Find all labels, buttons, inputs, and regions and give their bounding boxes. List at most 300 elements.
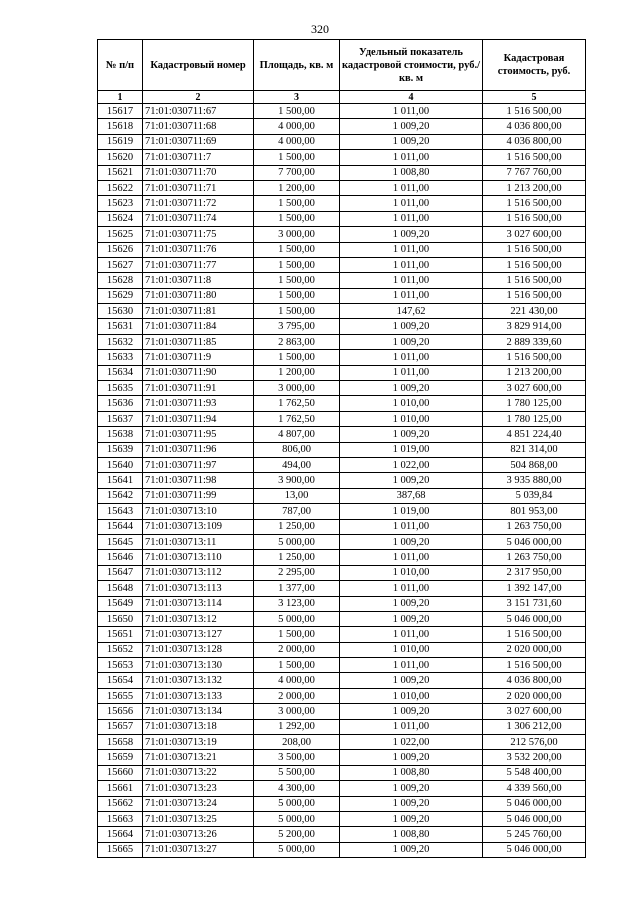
cell-cadastral-cost: 504 868,00 <box>483 457 586 472</box>
cell-index: 15625 <box>98 227 143 242</box>
cell-cadastral-number: 71:01:030711:70 <box>143 165 254 180</box>
cell-cadastral-cost: 821 314,00 <box>483 442 586 457</box>
cell-index: 15664 <box>98 827 143 842</box>
cell-cadastral-cost: 7 767 760,00 <box>483 165 586 180</box>
cell-area: 3 000,00 <box>254 227 340 242</box>
cell-cadastral-number: 71:01:030711:93 <box>143 396 254 411</box>
cell-index: 15643 <box>98 504 143 519</box>
cell-cadastral-cost: 1 780 125,00 <box>483 396 586 411</box>
cell-cadastral-number: 71:01:030713:127 <box>143 627 254 642</box>
table-row <box>98 827 586 842</box>
cell-index: 15623 <box>98 196 143 211</box>
cell-unit-value: 1 008,80 <box>340 165 483 180</box>
header-index: № п/п <box>98 40 143 91</box>
header-area: Площадь, кв. м <box>254 40 340 91</box>
table-row <box>98 534 586 549</box>
cell-cadastral-number: 71:01:030711:94 <box>143 411 254 426</box>
table-row <box>98 627 586 642</box>
cell-unit-value: 1 011,00 <box>340 350 483 365</box>
table-row <box>98 411 586 426</box>
cell-cadastral-number: 71:01:030711:69 <box>143 134 254 149</box>
table-row <box>98 781 586 796</box>
cell-unit-value: 1 011,00 <box>340 180 483 195</box>
cell-area: 2 000,00 <box>254 642 340 657</box>
cell-index: 15629 <box>98 288 143 303</box>
cell-index: 15631 <box>98 319 143 334</box>
cell-area: 3 900,00 <box>254 473 340 488</box>
cell-unit-value: 1 009,20 <box>340 704 483 719</box>
cell-cadastral-number: 71:01:030711:74 <box>143 211 254 226</box>
cell-area: 1 500,00 <box>254 273 340 288</box>
cell-index: 15637 <box>98 411 143 426</box>
column-number: 2 <box>143 91 254 104</box>
cell-area: 1 250,00 <box>254 550 340 565</box>
cell-cadastral-number: 71:01:030713:26 <box>143 827 254 842</box>
cell-index: 15661 <box>98 781 143 796</box>
cell-index: 15622 <box>98 180 143 195</box>
cell-index: 15651 <box>98 627 143 642</box>
cell-unit-value: 1 019,00 <box>340 442 483 457</box>
table-row <box>98 550 586 565</box>
table-row <box>98 796 586 811</box>
table-row <box>98 396 586 411</box>
cell-area: 1 500,00 <box>254 627 340 642</box>
cell-cadastral-number: 71:01:030711:71 <box>143 180 254 195</box>
cell-cadastral-number: 71:01:030711:72 <box>143 196 254 211</box>
table-row <box>98 242 586 257</box>
cell-index: 15650 <box>98 611 143 626</box>
cell-cadastral-cost: 1 516 500,00 <box>483 242 586 257</box>
table-row <box>98 381 586 396</box>
cell-cadastral-number: 71:01:030711:95 <box>143 427 254 442</box>
cell-cadastral-cost: 3 935 880,00 <box>483 473 586 488</box>
cell-index: 15642 <box>98 488 143 503</box>
cell-area: 1 500,00 <box>254 350 340 365</box>
table-row <box>98 504 586 519</box>
cell-index: 15619 <box>98 134 143 149</box>
table-row <box>98 304 586 319</box>
table-row <box>98 842 586 857</box>
cell-cadastral-number: 71:01:030713:12 <box>143 611 254 626</box>
table-row <box>98 427 586 442</box>
cell-cadastral-number: 71:01:030711:85 <box>143 334 254 349</box>
cell-area: 1 500,00 <box>254 304 340 319</box>
table-row <box>98 811 586 826</box>
cell-unit-value: 1 011,00 <box>340 550 483 565</box>
cell-cadastral-cost: 1 392 147,00 <box>483 581 586 596</box>
cell-area: 2 863,00 <box>254 334 340 349</box>
table-row <box>98 119 586 134</box>
cell-cadastral-cost: 1 516 500,00 <box>483 350 586 365</box>
cell-area: 2 000,00 <box>254 688 340 703</box>
cell-index: 15630 <box>98 304 143 319</box>
cell-cadastral-number: 71:01:030711:7 <box>143 150 254 165</box>
cell-area: 5 000,00 <box>254 534 340 549</box>
table-row <box>98 611 586 626</box>
cell-unit-value: 1 011,00 <box>340 211 483 226</box>
cell-cadastral-number: 71:01:030713:130 <box>143 658 254 673</box>
cell-index: 15665 <box>98 842 143 857</box>
cell-cadastral-cost: 1 516 500,00 <box>483 196 586 211</box>
header-cadastral-cost: Кадастровая стоимость, руб. <box>483 40 586 91</box>
cell-cadastral-cost: 1 213 200,00 <box>483 365 586 380</box>
cell-unit-value: 147,62 <box>340 304 483 319</box>
cell-index: 15649 <box>98 596 143 611</box>
cell-unit-value: 387,68 <box>340 488 483 503</box>
cell-unit-value: 1 011,00 <box>340 150 483 165</box>
cell-cadastral-number: 71:01:030711:76 <box>143 242 254 257</box>
cell-cadastral-cost: 3 532 200,00 <box>483 750 586 765</box>
cell-area: 3 123,00 <box>254 596 340 611</box>
cell-cadastral-cost: 4 339 560,00 <box>483 781 586 796</box>
cell-unit-value: 1 008,80 <box>340 827 483 842</box>
table-row <box>98 519 586 534</box>
cell-area: 3 795,00 <box>254 319 340 334</box>
cell-index: 15647 <box>98 565 143 580</box>
table-row <box>98 457 586 472</box>
cell-unit-value: 1 011,00 <box>340 242 483 257</box>
cell-area: 208,00 <box>254 735 340 750</box>
cell-area: 4 000,00 <box>254 673 340 688</box>
cell-cadastral-cost: 5 548 400,00 <box>483 765 586 780</box>
cell-index: 15652 <box>98 642 143 657</box>
cell-cadastral-cost: 5 245 760,00 <box>483 827 586 842</box>
cell-cadastral-number: 71:01:030711:90 <box>143 365 254 380</box>
cell-cadastral-cost: 1 516 500,00 <box>483 273 586 288</box>
cell-unit-value: 1 009,20 <box>340 473 483 488</box>
table-row <box>98 211 586 226</box>
cell-cadastral-cost: 5 046 000,00 <box>483 611 586 626</box>
cell-cadastral-cost: 1 516 500,00 <box>483 288 586 303</box>
cell-cadastral-cost: 1 213 200,00 <box>483 180 586 195</box>
cell-area: 1 200,00 <box>254 180 340 195</box>
cell-index: 15644 <box>98 519 143 534</box>
table-row <box>98 257 586 272</box>
table-row <box>98 719 586 734</box>
table-body <box>98 104 586 858</box>
table-row <box>98 642 586 657</box>
cell-cadastral-number: 71:01:030711:81 <box>143 304 254 319</box>
cell-cadastral-cost: 3 027 600,00 <box>483 227 586 242</box>
cell-area: 5 500,00 <box>254 765 340 780</box>
cell-area: 1 500,00 <box>254 242 340 257</box>
column-number-row <box>98 91 586 104</box>
table-row <box>98 288 586 303</box>
cell-area: 4 807,00 <box>254 427 340 442</box>
header-cadastral-number: Кадастровый номер <box>143 40 254 91</box>
cell-index: 15663 <box>98 811 143 826</box>
cell-index: 15645 <box>98 534 143 549</box>
cell-cadastral-cost: 1 516 500,00 <box>483 658 586 673</box>
cell-cadastral-number: 71:01:030713:113 <box>143 581 254 596</box>
table-row <box>98 350 586 365</box>
cell-unit-value: 1 011,00 <box>340 257 483 272</box>
cell-cadastral-cost: 1 516 500,00 <box>483 211 586 226</box>
table-row <box>98 473 586 488</box>
cell-cadastral-number: 71:01:030713:132 <box>143 673 254 688</box>
cell-cadastral-cost: 3 027 600,00 <box>483 381 586 396</box>
cell-unit-value: 1 009,20 <box>340 596 483 611</box>
cell-index: 15627 <box>98 257 143 272</box>
cell-cadastral-number: 71:01:030713:11 <box>143 534 254 549</box>
cell-index: 15655 <box>98 688 143 703</box>
cell-area: 1 292,00 <box>254 719 340 734</box>
table-row <box>98 735 586 750</box>
cell-unit-value: 1 009,20 <box>340 796 483 811</box>
cell-unit-value: 1 009,20 <box>340 427 483 442</box>
cell-cadastral-cost: 221 430,00 <box>483 304 586 319</box>
table-row <box>98 196 586 211</box>
cell-unit-value: 1 009,20 <box>340 119 483 134</box>
cell-area: 787,00 <box>254 504 340 519</box>
cell-cadastral-number: 71:01:030711:97 <box>143 457 254 472</box>
cell-cadastral-cost: 801 953,00 <box>483 504 586 519</box>
cell-area: 1 500,00 <box>254 211 340 226</box>
cell-cadastral-cost: 3 829 914,00 <box>483 319 586 334</box>
cell-cadastral-number: 71:01:030713:128 <box>143 642 254 657</box>
cell-cadastral-cost: 1 780 125,00 <box>483 411 586 426</box>
cell-area: 494,00 <box>254 457 340 472</box>
cell-cadastral-number: 71:01:030711:77 <box>143 257 254 272</box>
table-row <box>98 688 586 703</box>
cell-cadastral-number: 71:01:030713:24 <box>143 796 254 811</box>
cell-index: 15658 <box>98 735 143 750</box>
cell-cadastral-cost: 5 046 000,00 <box>483 842 586 857</box>
cell-cadastral-number: 71:01:030711:96 <box>143 442 254 457</box>
cell-unit-value: 1 010,00 <box>340 396 483 411</box>
cell-index: 15633 <box>98 350 143 365</box>
cell-cadastral-cost: 5 039,84 <box>483 488 586 503</box>
cell-area: 1 500,00 <box>254 257 340 272</box>
cell-cadastral-number: 71:01:030711:99 <box>143 488 254 503</box>
cell-area: 1 500,00 <box>254 196 340 211</box>
table-row <box>98 227 586 242</box>
cell-cadastral-number: 71:01:030713:21 <box>143 750 254 765</box>
cell-unit-value: 1 009,20 <box>340 842 483 857</box>
table-row <box>98 134 586 149</box>
cell-unit-value: 1 011,00 <box>340 627 483 642</box>
cell-cadastral-number: 71:01:030713:133 <box>143 688 254 703</box>
cell-cadastral-cost: 5 046 000,00 <box>483 534 586 549</box>
cell-index: 15638 <box>98 427 143 442</box>
cell-area: 5 000,00 <box>254 842 340 857</box>
cell-cadastral-cost: 2 020 000,00 <box>483 688 586 703</box>
cell-unit-value: 1 010,00 <box>340 688 483 703</box>
table-row <box>98 365 586 380</box>
table-row <box>98 273 586 288</box>
cell-cadastral-number: 71:01:030713:114 <box>143 596 254 611</box>
cell-unit-value: 1 009,20 <box>340 334 483 349</box>
cell-area: 3 000,00 <box>254 704 340 719</box>
cell-index: 15636 <box>98 396 143 411</box>
cell-index: 15620 <box>98 150 143 165</box>
cell-unit-value: 1 011,00 <box>340 658 483 673</box>
cell-unit-value: 1 011,00 <box>340 719 483 734</box>
cell-area: 1 500,00 <box>254 658 340 673</box>
cell-index: 15621 <box>98 165 143 180</box>
table-row <box>98 750 586 765</box>
table-row <box>98 704 586 719</box>
cell-cadastral-number: 71:01:030711:67 <box>143 104 254 119</box>
cell-unit-value: 1 022,00 <box>340 457 483 472</box>
cell-cadastral-cost: 212 576,00 <box>483 735 586 750</box>
cell-unit-value: 1 011,00 <box>340 365 483 380</box>
cell-cadastral-cost: 5 046 000,00 <box>483 811 586 826</box>
table-row <box>98 180 586 195</box>
cell-index: 15624 <box>98 211 143 226</box>
cell-cadastral-cost: 1 516 500,00 <box>483 150 586 165</box>
column-number: 5 <box>483 91 586 104</box>
cell-unit-value: 1 009,20 <box>340 673 483 688</box>
cell-cadastral-number: 71:01:030711:80 <box>143 288 254 303</box>
cell-index: 15648 <box>98 581 143 596</box>
table-row <box>98 104 586 119</box>
cell-cadastral-cost: 1 263 750,00 <box>483 519 586 534</box>
cell-unit-value: 1 008,80 <box>340 765 483 780</box>
cell-area: 1 762,50 <box>254 396 340 411</box>
cell-unit-value: 1 009,20 <box>340 811 483 826</box>
cell-area: 1 762,50 <box>254 411 340 426</box>
cell-area: 5 000,00 <box>254 796 340 811</box>
cell-area: 1 250,00 <box>254 519 340 534</box>
cell-unit-value: 1 009,20 <box>340 319 483 334</box>
cell-cadastral-number: 71:01:030713:22 <box>143 765 254 780</box>
cell-cadastral-cost: 1 516 500,00 <box>483 257 586 272</box>
cell-area: 5 000,00 <box>254 611 340 626</box>
cell-cadastral-number: 71:01:030713:112 <box>143 565 254 580</box>
cell-index: 15635 <box>98 381 143 396</box>
cell-index: 15646 <box>98 550 143 565</box>
cell-cadastral-cost: 3 151 731,60 <box>483 596 586 611</box>
cell-index: 15662 <box>98 796 143 811</box>
cell-unit-value: 1 019,00 <box>340 504 483 519</box>
cell-area: 4 000,00 <box>254 119 340 134</box>
table-row <box>98 673 586 688</box>
cell-index: 15639 <box>98 442 143 457</box>
cell-unit-value: 1 010,00 <box>340 565 483 580</box>
cell-unit-value: 1 009,20 <box>340 750 483 765</box>
cell-index: 15659 <box>98 750 143 765</box>
table-row <box>98 334 586 349</box>
column-number: 1 <box>98 91 143 104</box>
cell-cadastral-number: 71:01:030711:84 <box>143 319 254 334</box>
cell-unit-value: 1 011,00 <box>340 273 483 288</box>
cell-index: 15660 <box>98 765 143 780</box>
cell-area: 806,00 <box>254 442 340 457</box>
cell-unit-value: 1 009,20 <box>340 134 483 149</box>
cell-area: 7 700,00 <box>254 165 340 180</box>
table-row <box>98 765 586 780</box>
cell-area: 4 300,00 <box>254 781 340 796</box>
cell-area: 5 200,00 <box>254 827 340 842</box>
cell-area: 3 000,00 <box>254 381 340 396</box>
cell-index: 15626 <box>98 242 143 257</box>
cell-index: 15653 <box>98 658 143 673</box>
cell-unit-value: 1 022,00 <box>340 735 483 750</box>
cell-index: 15618 <box>98 119 143 134</box>
table-row <box>98 319 586 334</box>
cell-unit-value: 1 009,20 <box>340 781 483 796</box>
cell-cadastral-number: 71:01:030713:19 <box>143 735 254 750</box>
cell-cadastral-number: 71:01:030713:18 <box>143 719 254 734</box>
cell-area: 13,00 <box>254 488 340 503</box>
cell-cadastral-cost: 4 036 800,00 <box>483 119 586 134</box>
cell-index: 15628 <box>98 273 143 288</box>
cell-cadastral-number: 71:01:030711:91 <box>143 381 254 396</box>
cell-area: 1 500,00 <box>254 104 340 119</box>
cell-cadastral-number: 71:01:030713:23 <box>143 781 254 796</box>
cell-cadastral-cost: 4 036 800,00 <box>483 134 586 149</box>
cell-cadastral-cost: 2 020 000,00 <box>483 642 586 657</box>
cell-unit-value: 1 009,20 <box>340 381 483 396</box>
cell-area: 1 200,00 <box>254 365 340 380</box>
table-row <box>98 165 586 180</box>
cell-cadastral-number: 71:01:030713:27 <box>143 842 254 857</box>
cell-cadastral-cost: 4 851 224,40 <box>483 427 586 442</box>
cell-index: 15641 <box>98 473 143 488</box>
column-number: 3 <box>254 91 340 104</box>
cell-area: 3 500,00 <box>254 750 340 765</box>
cell-area: 1 377,00 <box>254 581 340 596</box>
cell-unit-value: 1 011,00 <box>340 581 483 596</box>
cell-cadastral-number: 71:01:030711:8 <box>143 273 254 288</box>
cell-cadastral-number: 71:01:030713:10 <box>143 504 254 519</box>
cell-index: 15632 <box>98 334 143 349</box>
cell-area: 5 000,00 <box>254 811 340 826</box>
table-row <box>98 442 586 457</box>
cell-area: 1 500,00 <box>254 150 340 165</box>
cell-index: 15654 <box>98 673 143 688</box>
cell-index: 15656 <box>98 704 143 719</box>
cell-cadastral-cost: 2 889 339,60 <box>483 334 586 349</box>
table-row <box>98 488 586 503</box>
cell-cadastral-cost: 5 046 000,00 <box>483 796 586 811</box>
cell-unit-value: 1 010,00 <box>340 642 483 657</box>
table-row <box>98 565 586 580</box>
cadastral-table <box>97 39 586 858</box>
cell-area: 1 500,00 <box>254 288 340 303</box>
cell-cadastral-number: 71:01:030711:98 <box>143 473 254 488</box>
cell-index: 15617 <box>98 104 143 119</box>
table-row <box>98 150 586 165</box>
cell-unit-value: 1 010,00 <box>340 411 483 426</box>
cell-cadastral-cost: 1 516 500,00 <box>483 627 586 642</box>
cell-cadastral-number: 71:01:030713:110 <box>143 550 254 565</box>
cell-cadastral-cost: 1 516 500,00 <box>483 104 586 119</box>
cell-index: 15634 <box>98 365 143 380</box>
page-number: 320 <box>311 22 329 36</box>
cell-unit-value: 1 009,20 <box>340 534 483 549</box>
cell-cadastral-number: 71:01:030713:25 <box>143 811 254 826</box>
table-row <box>98 596 586 611</box>
cell-index: 15640 <box>98 457 143 472</box>
cell-cadastral-number: 71:01:030711:9 <box>143 350 254 365</box>
column-number: 4 <box>340 91 483 104</box>
cell-area: 2 295,00 <box>254 565 340 580</box>
table-row <box>98 581 586 596</box>
cell-index: 15657 <box>98 719 143 734</box>
table-header-row <box>98 40 586 91</box>
cell-cadastral-cost: 4 036 800,00 <box>483 673 586 688</box>
cell-cadastral-cost: 1 263 750,00 <box>483 550 586 565</box>
cell-cadastral-cost: 2 317 950,00 <box>483 565 586 580</box>
cell-unit-value: 1 011,00 <box>340 104 483 119</box>
cell-unit-value: 1 009,20 <box>340 611 483 626</box>
cell-unit-value: 1 011,00 <box>340 519 483 534</box>
cell-cadastral-cost: 1 306 212,00 <box>483 719 586 734</box>
header-unit-value: Удельный показатель кадастровой стоимости, руб./кв. м <box>340 40 483 91</box>
cell-cadastral-number: 71:01:030713:134 <box>143 704 254 719</box>
